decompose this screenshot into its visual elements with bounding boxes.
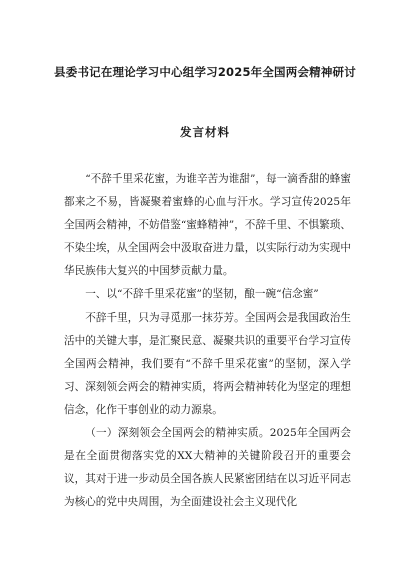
document-subtitle: 发言材料 bbox=[180, 125, 230, 139]
document-body bbox=[64, 168, 351, 514]
document-title: 县委书记在理论学习中心组学习2025年全国两会精神研讨 bbox=[54, 65, 356, 79]
paragraph-intro: “不辞千里采花蜜，为谁辛苦为谁甜”，每一滴香甜的蜂蜜都来之不易，皆凝聚着蜜蜂的心血与汗水。学习宣传2025年全国两会精神，不妨借鉴“蜜蜂精神”，不辞千里、不惧繁琐、不染尘埃，从全国两会中汲取奋进力量，以实际行动为实现中华民族伟大复兴的中国梦贡献力量。 bbox=[64, 173, 351, 278]
section-heading-1: 一、以“不辞千里采花蜜”的坚韧，酿一碗“信念蜜” bbox=[85, 288, 319, 301]
paragraph-section-1: 不辞千里，只为寻觅那一抹芬芳。全国两会是我国政治生活中的关键大事，是汇聚民意、凝聚共识的重要平台学习宣传全国两会精神，我们要有“不辞千里采花蜜”的坚韧，深入学习、深刻领会两会的精神实质，将两会精神转化为坚定的理想信念，化作干事创业的动力源泉。 bbox=[64, 311, 351, 416]
paragraph-subsection-1: （一）深刻领会全国两会的精神实质。2025年全国两会是在全面贯彻落实党的XX大精神的关键阶段召开的重要会议，其对于进一步动员全国各族人民紧密团结在以习近平同志为核心的党中央周围，为全面建设社会主义现代化 bbox=[64, 427, 351, 509]
